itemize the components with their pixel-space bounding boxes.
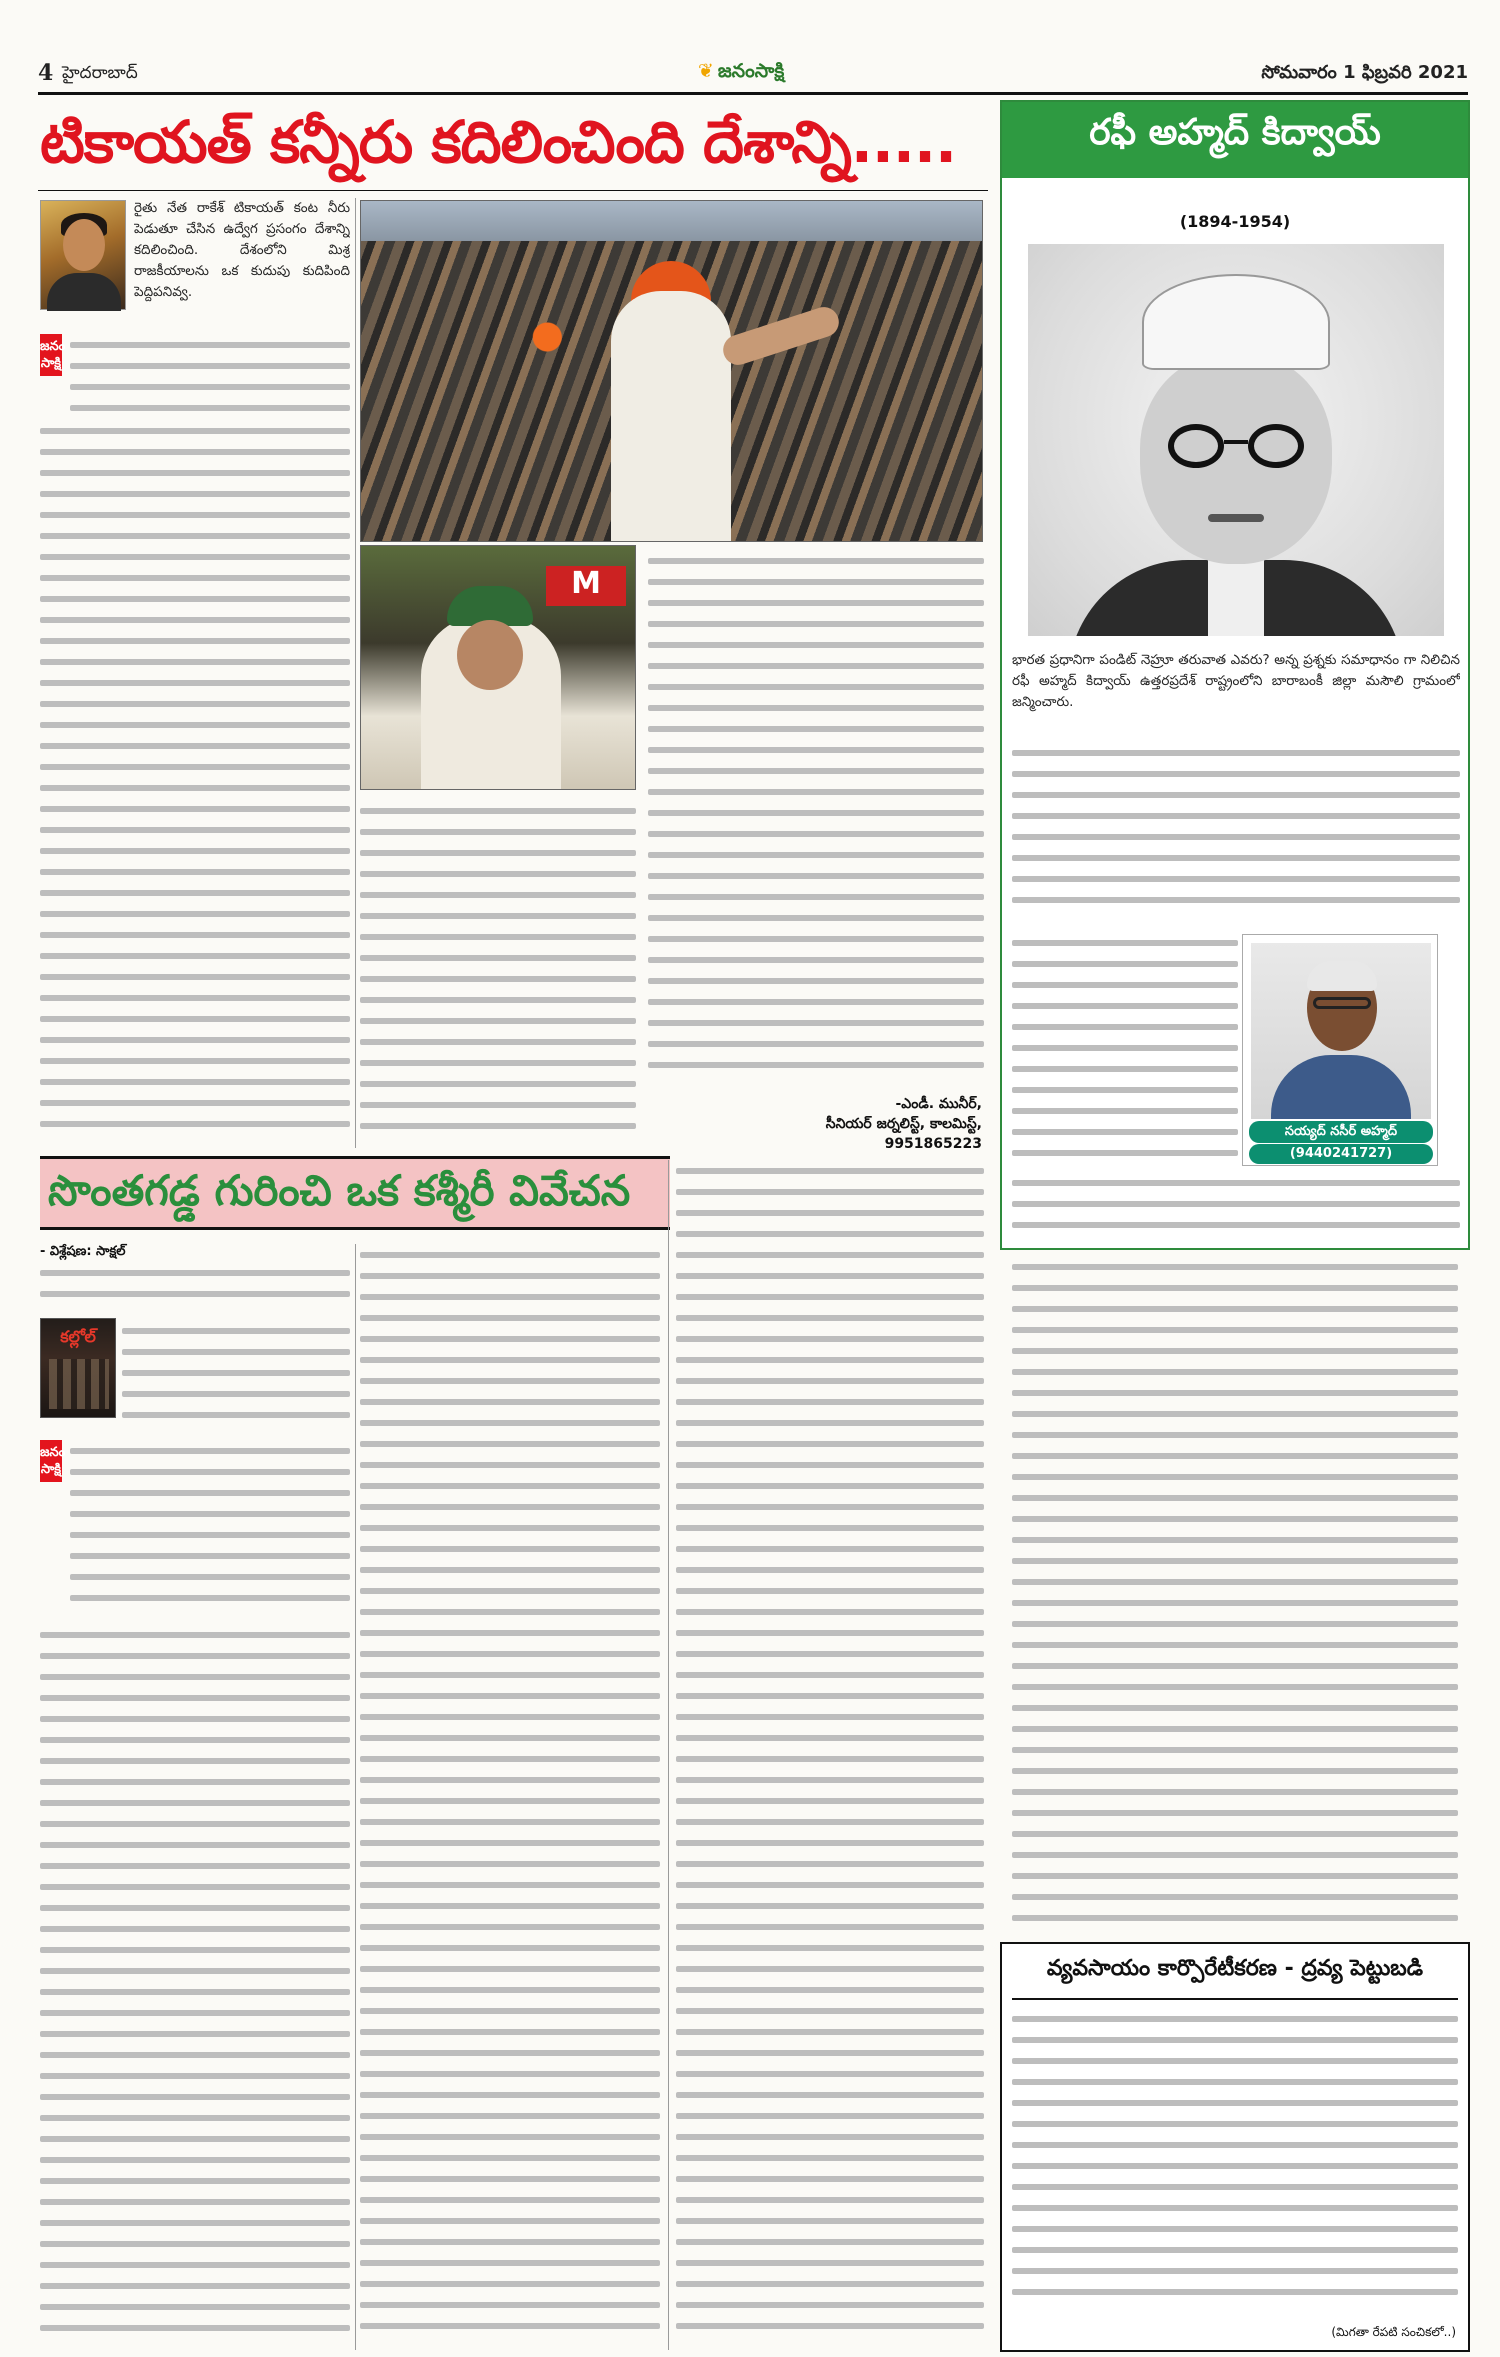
page-city: హైదరాబాద్ — [62, 63, 138, 83]
headline-rule — [38, 190, 988, 191]
byline-phone: 9951865223 — [884, 1136, 982, 1152]
sidebar-title: వ్యవసాయం కార్పొరేటీకరణ - ద్రవ్య పెట్టుబడి — [1046, 1956, 1424, 1981]
section-tag-2: జనం సాక్షి — [40, 1440, 62, 1482]
leaf-icon: ❦ — [698, 60, 714, 82]
writer-card — [1242, 934, 1438, 1166]
article-1-body-col-1 — [40, 420, 350, 1150]
article-1-body-intro — [70, 334, 350, 418]
article-1-byline — [700, 1094, 982, 1154]
article-2-beside-tag — [70, 1440, 350, 1620]
section-tag: జనం సాక్షి — [40, 334, 62, 376]
article-1-lead: రైతు నేత రాకేశ్ టికాయత్ కంట నీరు పెడుతూ చేసిన ఉద్వేగ ప్రసంగం దేశాన్ని కదిలించింది. దేశంలోని మిశ్ర రాజకీయాలను ఒక కుదుపు కుదిపింది పెద్దిపనివ్వ. — [134, 200, 350, 300]
profile-body-2 — [1012, 932, 1238, 1170]
profile-body-4 — [1012, 1256, 1458, 1930]
article-2-col-3 — [676, 1160, 984, 2350]
profile-lead: భారత ప్రధానిగా పండిట్ నెహ్రూ తరువాత ఎవరు? అన్న ప్రశ్నకు సమాధానం గా నిలిచిన రఫీ అహ్మద్ కిద్వాయ్ ఉత్తరప్రదేశ్ రాష్ట్రంలోని బారాబంకీ జిల్లా మసౌలి గ్రామంలో జన్మించారు. — [1012, 652, 1460, 710]
paper-name-text: జనంసాక్షి — [717, 60, 785, 82]
sidebar-title-rule — [1012, 1998, 1458, 2000]
article-2-col-1 — [40, 1624, 350, 2350]
article-2-headline: సొంతగడ్డ గురించి ఒక కశ్మీరీ వివేచన — [48, 1166, 631, 1215]
protest-photo-main — [360, 200, 983, 542]
writer-name: సయ్యద్ నసీర్ అహ్మద్ — [1249, 1121, 1433, 1143]
byline-name: -ఎండీ. మునీర్, — [895, 1096, 982, 1112]
sidebar-article — [1000, 1942, 1470, 2352]
paper-date: సోమవారం 1 ఫిబ్రవరి 2021 — [1261, 62, 1468, 83]
column-divider — [355, 198, 356, 1148]
article-1-body-col-3 — [648, 550, 984, 1090]
byline-title: సీనియర్ జర్నలిస్ట్, కాలమిస్ట్, — [825, 1116, 982, 1132]
masthead — [38, 60, 1468, 88]
profile-title: రఫీ అహ్మద్ కిద్వాయ్ — [1089, 112, 1381, 153]
page-number: 4 — [38, 60, 54, 86]
column-divider-2 — [355, 1244, 356, 2350]
book-cover — [40, 1318, 116, 1418]
article-1-body-col-2 — [360, 800, 636, 1140]
article-1-headline: టికాయత్ కన్నీరు కదిలించింది దేశాన్ని..... — [40, 108, 957, 176]
column-divider-3 — [668, 1160, 669, 2350]
article-2-beside-book — [122, 1320, 350, 1430]
protest-photo-tikait: M — [360, 545, 636, 790]
author-photo — [40, 200, 126, 310]
paper-name — [698, 60, 784, 87]
continued-note: (మిగతా రేపటి సంచికలో..) — [1331, 2325, 1456, 2339]
writer-phone: (9440241727) — [1249, 1144, 1433, 1164]
article-2-col-2 — [360, 1244, 660, 2350]
profile-years: (1894-1954) — [1179, 212, 1291, 231]
writer-photo — [1251, 943, 1431, 1119]
analysis-tag: - విశ్లేషణ: సాక్షల్ — [40, 1244, 126, 1259]
profile-body-3 — [1012, 1172, 1460, 1248]
profile-body-1 — [1012, 742, 1460, 928]
kidwai-portrait — [1028, 244, 1444, 636]
masthead-rule — [38, 92, 1468, 95]
book-title: కల్లోల్ — [60, 1327, 96, 1346]
sidebar-body — [1012, 2008, 1458, 2318]
article-2-intro — [40, 1262, 350, 1316]
